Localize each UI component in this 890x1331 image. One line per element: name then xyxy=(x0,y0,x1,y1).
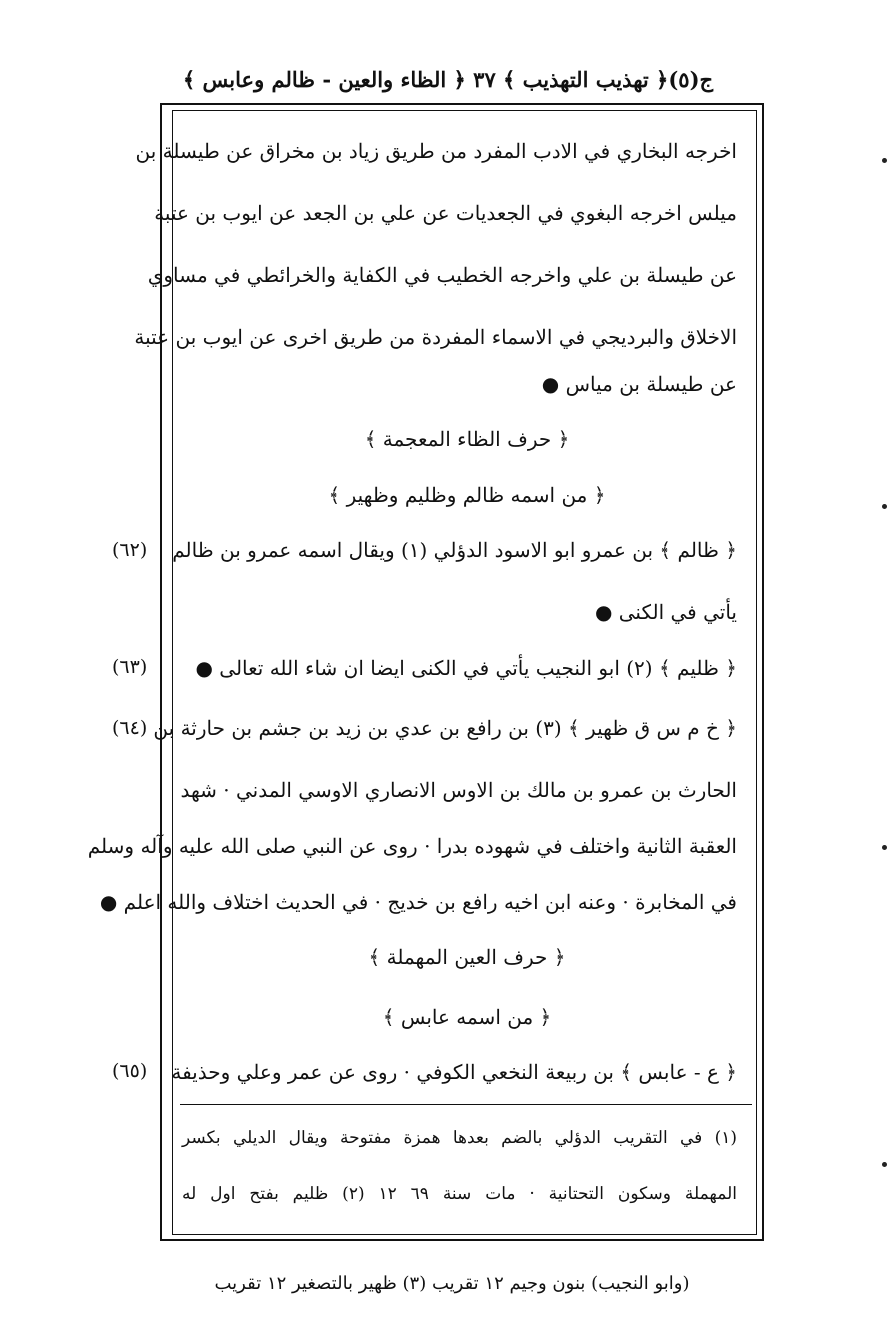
body-line: ميلس اخرجه البغوي في الجعديات عن علي بن الجعد عن ايوب بن عتبة xyxy=(154,201,737,225)
scan-speck xyxy=(882,1162,887,1167)
section-subheading: ﴿ من اسمه ظالم وظليم وظهير ﴾ xyxy=(328,483,606,507)
body-line: اخرجه البخاري في الادب المفرد من طريق زياد بن مخراق عن طيسلة بن xyxy=(135,139,737,163)
section-subheading: ﴿ من اسمه عابس ﴾ xyxy=(382,1005,552,1029)
footnote-line: المهملة وسكون التحتانية · مات سنة ٦٩ ١٢ (٢) ظليم بفتح اول له xyxy=(182,1184,737,1204)
body-line: عن طيسلة بن علي واخرجه الخطيب في الكفاية والخرائطي في مساوي xyxy=(147,263,737,287)
scan-speck xyxy=(882,845,887,850)
entry-62-line: ﴿ ظالم ﴾ بن عمرو ابو الاسود الدؤلي (١) ويقال اسمه عمرو بن ظالم xyxy=(172,538,737,562)
scan-speck xyxy=(882,158,887,163)
entry-64-line: العقبة الثانية واختلف في شهوده بدرا · روى عن النبي صلى الله عليه وآله وسلم xyxy=(87,834,737,858)
entry-63-number: (٦٣) xyxy=(112,656,148,678)
body-line: الاخلاق والبرديجي في الاسماء المفردة من طريق اخرى عن ايوب بن عتبة xyxy=(134,325,737,349)
entry-62-line: يأتي في الكنى ● xyxy=(594,600,737,624)
running-header: ج(٥)﴿ تهذيب التهذيب ﴾ ٣٧ ﴿ الظاء والعين - ظالم وعابس ﴾ xyxy=(182,67,714,92)
entry-62-number: (٦٢) xyxy=(112,539,148,561)
scan-speck xyxy=(882,504,887,509)
entry-63-line: ﴿ ظليم ﴾ (٢) ابو النجيب يأتي في الكنى ايضا ان شاء الله تعالى ● xyxy=(195,656,737,680)
entry-65-number: (٦٥) xyxy=(112,1060,148,1082)
entry-65-line: ﴿ ع - عابس ﴾ بن ربيعة النخعي الكوفي · روى عن عمر وعلي وحذيفة xyxy=(171,1060,737,1084)
entry-64-number: (٦٤) xyxy=(112,717,148,739)
entry-64-line: ﴿ خ م س ق ظهير ﴾ (٣) بن رافع بن عدي بن زيد بن جشم بن حارثة بن xyxy=(153,716,737,740)
section-heading: ﴿ حرف العين المهملة ﴾ xyxy=(368,945,566,969)
footnote-line: (١) في التقريب الدؤلي بالضم بعدها همزة مفتوحة ويقال الديلي بكسر xyxy=(182,1128,737,1148)
entry-64-line: في المخابرة · وعنه ابن اخيه رافع بن خديج · في الحديث اختلاف والله اعلم ● xyxy=(99,890,737,914)
entry-64-line: الحارث بن عمرو بن مالك بن الاوس الانصاري الاوسي المدني · شهد xyxy=(180,778,737,802)
footnote-rule xyxy=(180,1104,752,1105)
page-footer-note: (وابو النجيب) بنون وجيم ١٢ تقريب (٣) ظهير بالتصغير ١٢ تقريب xyxy=(214,1273,690,1294)
section-heading: ﴿ حرف الظاء المعجمة ﴾ xyxy=(364,427,570,451)
body-line: عن طيسلة بن مياس ● xyxy=(541,372,737,396)
